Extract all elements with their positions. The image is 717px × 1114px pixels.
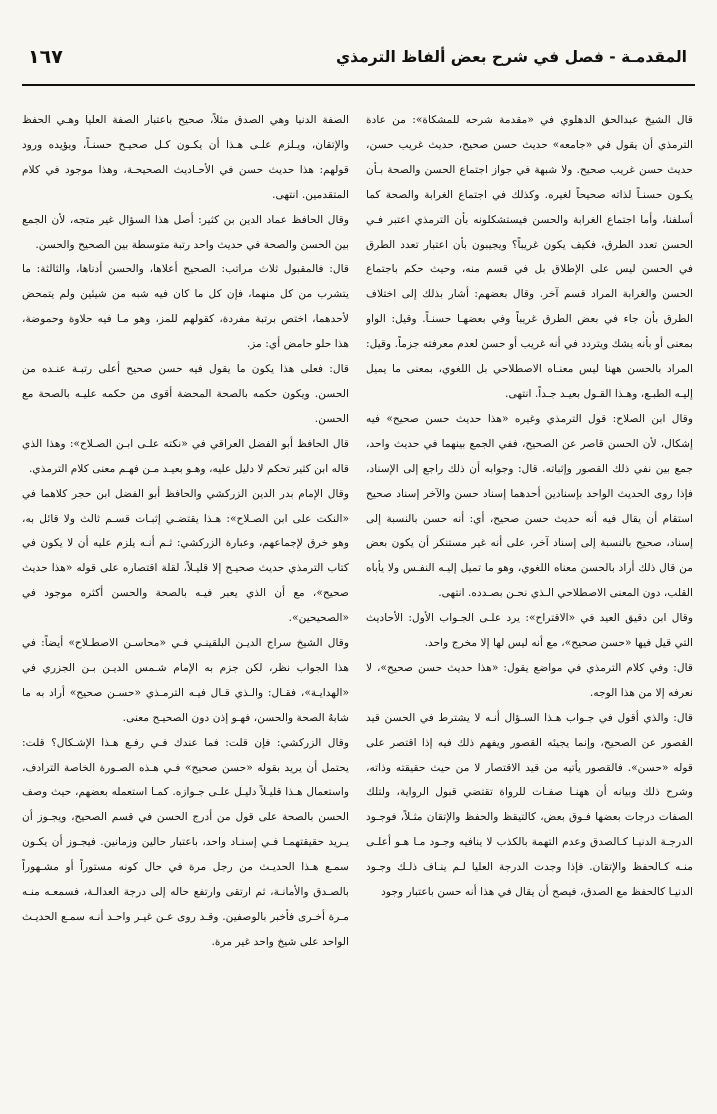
paragraph: وقال ابن دقيق العيد في «الاقتراح»: يرد علـى الجـواب الأول: الأحاديث التي قيل فيها «حسن صحيح»، مع أنه ليس لها إلا مخرج واحد. <box>366 611 693 650</box>
paragraph: قال: فعلى هذا يكون ما يقول فيه حسن صحيح أعلى رتبـة عنـده من الحسن. ويكون حكمه بالصحة المحضة أقوى من حكمه عليـه بالصحة مع الحسن. <box>22 362 349 425</box>
paragraph: قال: فالمقبول ثلاث مراتب: الصحيح أعلاها، والحسن أدناها، والثالثة: ما يتشرب من كل منهما، فإن كل ما كان فيه شبه من شيئين ولم يتمحض لأحدهما، اختص برتبة مفردة، كقولهم للمز، وهو مـا فيه حلاوة وحموضة، هذا حلو حامض أي: مز. <box>22 262 349 351</box>
right-text-column <box>366 108 693 1098</box>
paragraph: وقال ابن الصلاح: قول الترمذي وغيره «هذا حديث حسن صحيح» فيه إشكال، لأن الحسن قاصر عن الصحيح، ففي الجمع بينهما في حديث واحد، جمع بين نفي ذلك القصور وإثباته. قال: وجوابه أن ذلك راجع إلى الإسناد، فإذا روى الحديث الواحد بإسنادين أحدهما إسناد حسن والآخر إسناد صحيح استقام أن يقال فيه أنه حديث حسن صحيح، أي: أنه حسن بالنسبة إلى إسناد، صحيح بالنسبة إلى إسناد آخر، على أنه غير مستنكر أن يكون بعض من قال ذلك أراد بالحسن معناه اللغوي، وهو ما تميل إليـه النفـس ولا يأباه القلب، دون المعنى الاصطلاحي الـذي نحـن بصـدده. انتهى. <box>366 411 693 600</box>
paragraph: وقال الشيخ سراج الديـن البلقينـي فـي «محاسـن الاصطـلاح» أيضاً: في هذا الجواب نظر، لكن جزم به الإمام شـمس الديـن بـن الجزري في «الهدايـة»، فقـال: والـذي قـال فيـه الترمـذي «حسـن صحيح» أراد به ما شابهُ الصحة والحسن، فهـو إذن دون الصحيـح معنى. <box>22 636 349 724</box>
page-number: ١٦٧ <box>28 46 63 68</box>
paragraph: وقال الزركشي: فإن قلت: فما عندك فـي رفـع هـذا الإشـكال؟ قلت: يحتمل أن يريد بقوله «حسن صحيح» فـي هـذه الصـورة الخاصة الترادف، واستعمال هـذا قليـلاً دليـل علـى جـوازه. كمـا استعمله بعضهم، حيث وصف الحسن بالصحة على قول من أدرج الحسن في قسم الصحيح، ويجـوز أن يـريد حقيقتهمـا فـي إسنـاد واحد، باعتبار حالين وزمانين. فيجـوز أن يكـون سمـع هـذا الحديـث من رجل مرة في حال كونه مستوراً أو مشـهوراً بالصـدق والأمانـة، ثم ارتقى وارتفع حاله إلى درجة العدالـة، فسمعـه منـه مـرة أخـرى فأخبر بالوصفين. وقـد روى عـن غيـر واحـد أنـه سمـع الحديـث الواحد على شيخ واحد غير مرة. <box>22 735 349 948</box>
page-header <box>22 38 695 86</box>
paragraph: قال الحافظ أبو الفضل العراقي في «نكته علـى ابـن الصـلاح»: وهذا الذي قاله ابن كثير تحكم لا دليل عليه، وهـو بعيـد مـن فهـم معنى كلام الترمذي. <box>22 436 349 475</box>
paragraph: الصفة الدنيا وهي الصدق مثلاً، صحيح باعتبار الصفة العليا وهـي الحفظ والإتقان، ويـلزم علـى هـذا أن يكـون كـل صحيـح حسنـاً، ويؤيده ورود قولهم: هذا حديث حسن في الأحـاديث الصحيحـة، وهذا موجود في كلام المتقدمين. انتهى. <box>22 113 349 201</box>
running-title: المقدمـة - فصل في شرح بعض ألفاظ الترمذي <box>335 48 687 66</box>
paragraph: وقال الإمام بدر الدين الزركشي والحافظ أبو الفضل ابن حجر كلاهما في «النكت على ابن الصـلاح»: هـذا يقتضـي إثبـات قسـم ثالث ولا قائل به، وهو خرق لإجماعهم، وعبارة الزركشي: ثـم أنـه يلزم عليه أن لا يكون في كتاب الترمذي حديث صحيـح إلا قليـلاً، لقلة اقتصاره على قوله «هذا حديث صحيح»، مع أن الذي يعبر فيـه بالصحة والحسن أكثره موجود في «الصحيحين». <box>22 486 349 625</box>
left-text-column <box>22 108 349 1098</box>
paragraph: وقال الحافظ عماد الدين بن كثير: أصل هذا السؤال غير متجه، لأن الجمع بين الحسن والصحة في حديث واحد رتبة متوسطة بين الصحيح والحسن. <box>22 212 349 251</box>
paragraph: قال: وفي كلام الترمذي في مواضع يقول: «هذا حديث حسن صحيح»، لا نعرفه إلا من هذا الوجه. <box>366 660 693 699</box>
paragraph: قال: والذي أقول في جـواب هـذا السـؤال أنـه لا يشترط في الحسن قيد القصور عن الصحيح، وإنما يجيئه القصور ويفهم ذلك فيه إذا اقتصر على قوله «حسن». فالقصور يأتيه من قيد الاقتصار لا من حيث حقيقته وذاته، وشرح ذلك وبيانه أن ههنـا صفـات للرواة تقتضي قبول الرواية، ولتلك الصفات درجات بعضها فـوق بعض، كالتيقظ والحفظ والإتقان مثـلاً، فوجـود الدرجـة الدنيـا كـالصدق وعدم التهمة بالكذب لا ينافيه وجـود مـا هـو أعلـى منـه كـالحفظ والإتقان. فإذا وجدت الدرجة العليا لـم ينـاف ذلـك وجـود الدنيـا كالحفظ مع الصدق، فيصح أن يقال في هذا أنه حسن باعتبار وجود <box>366 710 693 899</box>
paragraph: قال الشيخ عبدالحق الدهلوي في «مقدمة شرحه للمشكاة»: من عادة الترمذي أن يقول في «جامعه» حديث حسن صحيح، حديث غريب حسن، حديث حسن غريب صحيح. ولا شبهة في جواز اجتماع الحسن والصحة بـأن يكـون حسنـاً لذاته صحيحاً لغيره. وكذلك في اجتماع الغرابة والصحة كما أسلفنا، وأما اجتماع الغرابة والحسن فيستشكلونه بأن الترمذي اعتبر فـي الحسن تعدد الطرق، فكيف يكون غريباً؟ ويجيبون بأن اعتبار تعدد الطرق في الحسن ليس على الإطلاق بل في قسم منه، وحيث حكم باجتماع الحسن والغرابة المراد قسم آخر. وقال بعضهم: أشار بذلك إلى اختلاف الطرق بأن جاء في بعض الطرق غريباً وفي بعضهـا حسنـاً. وقيل: الواو بمعنى أو بأنه يشك ويتردد في أنه غريب أو حسن لعدم معرفته جزماً. وقيل: المراد بالحسن ههنا ليس معنـاه الاصطلاحي بل اللغوي، بمعنى ما يميل إليـه الطبـع، وهـذا القـول بعيـد جـداً. انتهى. <box>366 113 693 400</box>
